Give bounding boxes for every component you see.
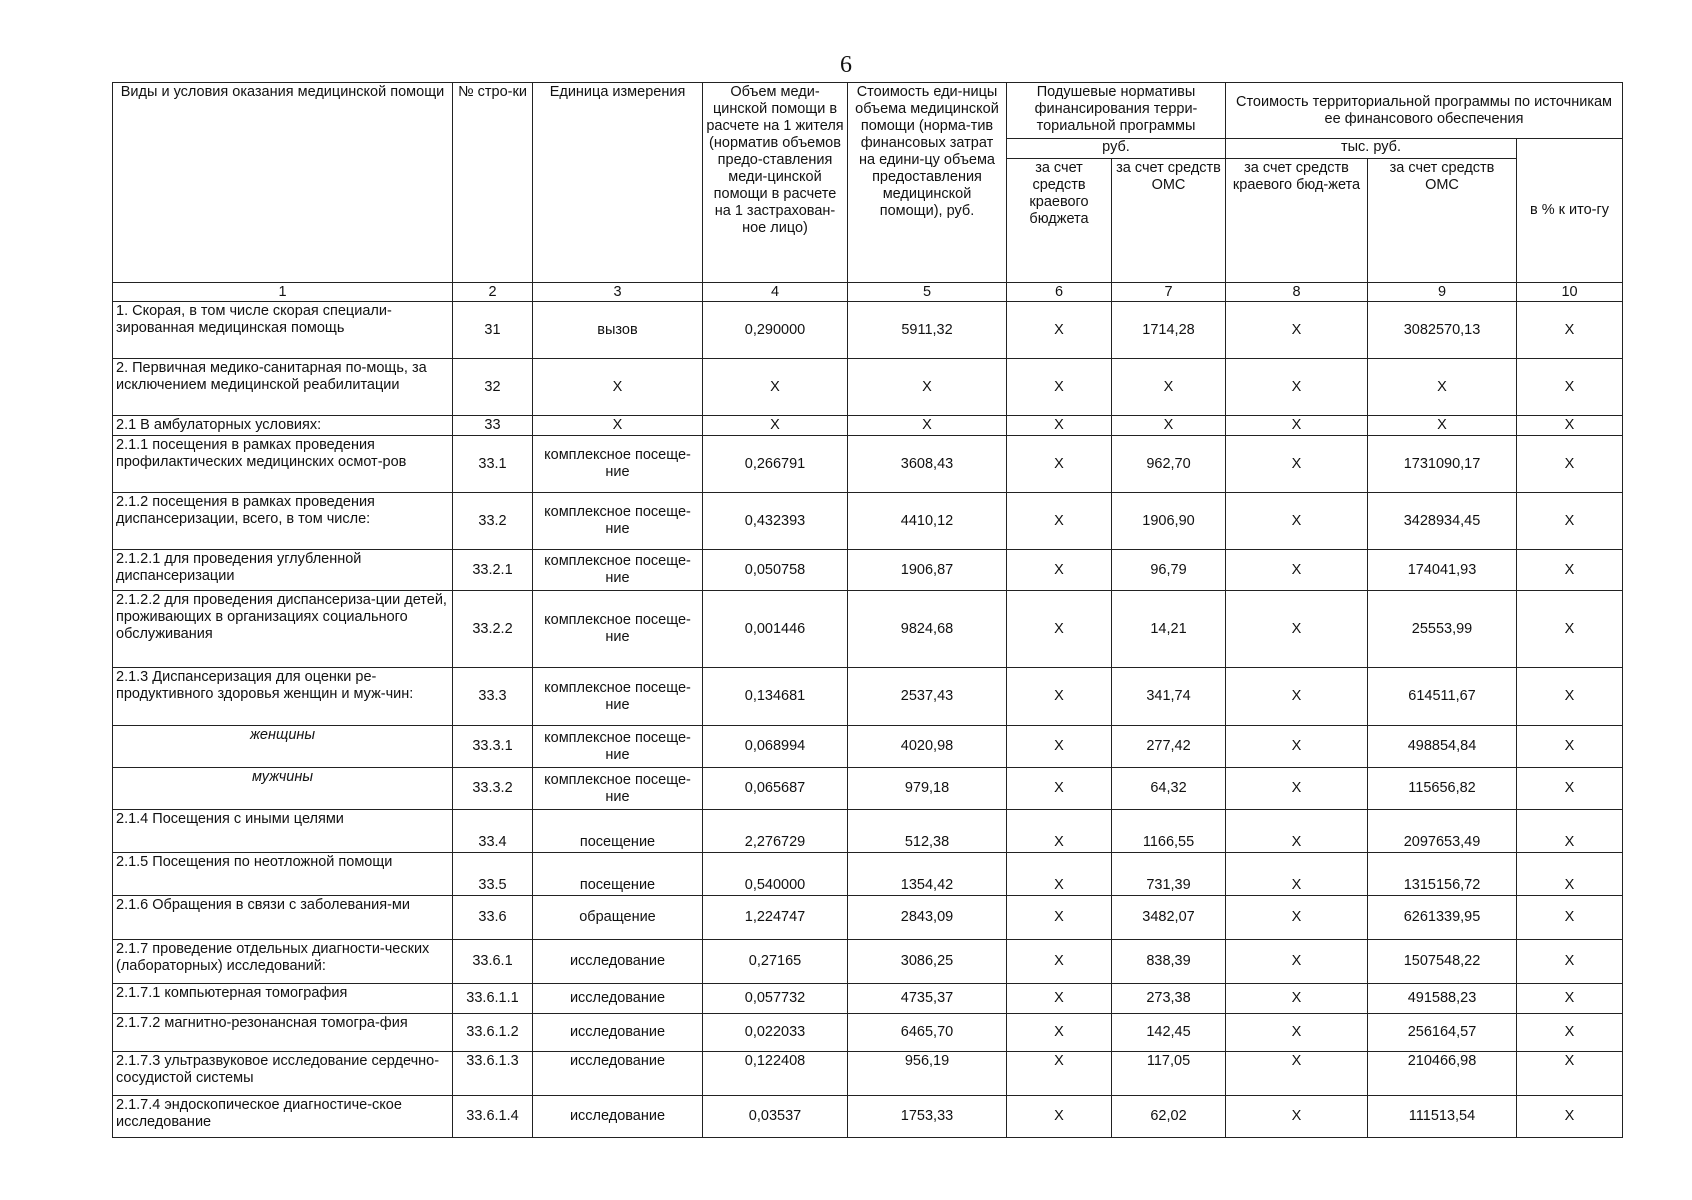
row-total-oms: 256164,57 xyxy=(1368,1014,1517,1052)
row-volume: 0,050758 xyxy=(703,550,848,591)
row-unit-cost: Х xyxy=(848,416,1007,436)
row-name: 2. Первичная медико-санитарная по-мощь, за исключением медицинской реабилитации xyxy=(113,359,453,416)
column-number: 9 xyxy=(1368,283,1517,302)
row-line-number: 33.3.1 xyxy=(453,726,533,768)
row-unit: посещение xyxy=(533,810,703,853)
row-unit: посещение xyxy=(533,853,703,896)
row-total-oms: 491588,23 xyxy=(1368,984,1517,1014)
row-total-oms: 1507548,22 xyxy=(1368,940,1517,984)
row-norm-oms: 962,70 xyxy=(1112,436,1226,493)
row-norm-budget: Х xyxy=(1007,416,1112,436)
row-total-oms: 25553,99 xyxy=(1368,591,1517,668)
row-name: 2.1.5 Посещения по неотложной помощи xyxy=(113,853,453,896)
row-norm-budget: Х xyxy=(1007,726,1112,768)
row-norm-budget: Х xyxy=(1007,896,1112,940)
row-name: 2.1.4 Посещения с иными целями xyxy=(113,810,453,853)
row-norm-oms: 731,39 xyxy=(1112,853,1226,896)
row-line-number: 33.6.1.3 xyxy=(453,1052,533,1096)
row-volume: 2,276729 xyxy=(703,810,848,853)
table-row xyxy=(113,853,1623,896)
header-unit-rub: руб. xyxy=(1007,139,1226,159)
row-norm-oms: 1166,55 xyxy=(1112,810,1226,853)
row-name: 2.1.6 Обращения в связи с заболевания-ми xyxy=(113,896,453,940)
row-unit: комплексное посеще-ние xyxy=(533,550,703,591)
row-total-oms: 174041,93 xyxy=(1368,550,1517,591)
row-norm-budget: Х xyxy=(1007,550,1112,591)
row-norm-budget: Х xyxy=(1007,1096,1112,1138)
row-unit-cost: 3086,25 xyxy=(848,940,1007,984)
row-unit-cost: 512,38 xyxy=(848,810,1007,853)
column-number: 2 xyxy=(453,283,533,302)
row-volume: 0,27165 xyxy=(703,940,848,984)
header-cost-oms: за счет средств ОМС xyxy=(1368,159,1517,283)
row-norm-budget: Х xyxy=(1007,591,1112,668)
row-total-oms: 614511,67 xyxy=(1368,668,1517,726)
row-norm-budget: Х xyxy=(1007,1052,1112,1096)
row-unit: комплексное посеще-ние xyxy=(533,768,703,810)
row-name: мужчины xyxy=(113,768,453,810)
row-total-budget: Х xyxy=(1226,1014,1368,1052)
row-unit-cost: 4735,37 xyxy=(848,984,1007,1014)
column-number-row xyxy=(113,283,1623,302)
row-unit: исследование xyxy=(533,1096,703,1138)
row-volume: 0,432393 xyxy=(703,493,848,550)
row-name: 2.1.7.3 ультразвуковое исследование сердечно-сосудистой системы xyxy=(113,1052,453,1096)
table-row xyxy=(113,726,1623,768)
table-row xyxy=(113,550,1623,591)
row-norm-budget: Х xyxy=(1007,940,1112,984)
row-percent: Х xyxy=(1517,1096,1623,1138)
row-volume: 1,224747 xyxy=(703,896,848,940)
row-line-number: 33.1 xyxy=(453,436,533,493)
row-norm-budget: Х xyxy=(1007,1014,1112,1052)
table-row xyxy=(113,359,1623,416)
row-total-oms: 1731090,17 xyxy=(1368,436,1517,493)
header-program-cost: Стоимость территориальной программы по источникам ее финансового обеспечения xyxy=(1226,83,1623,139)
row-unit-cost: 4020,98 xyxy=(848,726,1007,768)
row-unit-cost: 4410,12 xyxy=(848,493,1007,550)
row-percent: Х xyxy=(1517,1014,1623,1052)
row-norm-oms: 3482,07 xyxy=(1112,896,1226,940)
row-unit-cost: 956,19 xyxy=(848,1052,1007,1096)
header-unit-thous-rub: тыс. руб. xyxy=(1226,139,1517,159)
row-total-budget: Х xyxy=(1226,984,1368,1014)
row-name: 2.1.7.4 эндоскопическое диагностиче-ское исследование xyxy=(113,1096,453,1138)
row-total-oms: 111513,54 xyxy=(1368,1096,1517,1138)
row-total-budget: Х xyxy=(1226,416,1368,436)
row-unit: Х xyxy=(533,416,703,436)
row-percent: Х xyxy=(1517,436,1623,493)
row-volume: 0,001446 xyxy=(703,591,848,668)
row-line-number: 33.6.1.4 xyxy=(453,1096,533,1138)
row-norm-oms: 14,21 xyxy=(1112,591,1226,668)
row-unit-cost: 1354,42 xyxy=(848,853,1007,896)
row-volume: 0,266791 xyxy=(703,436,848,493)
row-name: 2.1.3 Диспансеризация для оценки ре-продуктивного здоровья женщин и муж-чин: xyxy=(113,668,453,726)
header-unit: Единица измерения xyxy=(533,83,703,283)
row-total-oms: 3428934,45 xyxy=(1368,493,1517,550)
row-total-oms: Х xyxy=(1368,416,1517,436)
row-line-number: 32 xyxy=(453,359,533,416)
header-volume: Объем меди-цинской помощи в расчете на 1 жителя (норматив объемов предо-ставления меди-цинской помощи в расчете на 1 застрахован-ное лицо) xyxy=(703,83,848,283)
row-volume: 0,122408 xyxy=(703,1052,848,1096)
row-percent: Х xyxy=(1517,853,1623,896)
row-norm-budget: Х xyxy=(1007,853,1112,896)
row-total-budget: Х xyxy=(1226,726,1368,768)
row-unit: исследование xyxy=(533,1052,703,1096)
row-line-number: 33.6.1.2 xyxy=(453,1014,533,1052)
table-row xyxy=(113,668,1623,726)
row-line-number: 33.6 xyxy=(453,896,533,940)
row-total-oms: Х xyxy=(1368,359,1517,416)
row-percent: Х xyxy=(1517,302,1623,359)
row-total-budget: Х xyxy=(1226,1052,1368,1096)
header-kind-conditions: Виды и условия оказания медицинской помощи xyxy=(113,83,453,283)
row-unit-cost: 1753,33 xyxy=(848,1096,1007,1138)
row-total-oms: 115656,82 xyxy=(1368,768,1517,810)
row-line-number: 33.2 xyxy=(453,493,533,550)
row-norm-oms: 117,05 xyxy=(1112,1052,1226,1096)
row-line-number: 33.2.2 xyxy=(453,591,533,668)
row-norm-oms: 341,74 xyxy=(1112,668,1226,726)
row-line-number: 33.3 xyxy=(453,668,533,726)
row-norm-oms: 838,39 xyxy=(1112,940,1226,984)
row-norm-budget: Х xyxy=(1007,668,1112,726)
column-number: 3 xyxy=(533,283,703,302)
column-number: 10 xyxy=(1517,283,1623,302)
row-norm-oms: 142,45 xyxy=(1112,1014,1226,1052)
row-norm-oms: 1714,28 xyxy=(1112,302,1226,359)
row-volume: 0,065687 xyxy=(703,768,848,810)
header-cost-regional-budget: за счет средств краевого бюд-жета xyxy=(1226,159,1368,283)
row-total-budget: Х xyxy=(1226,302,1368,359)
row-total-oms: 498854,84 xyxy=(1368,726,1517,768)
row-percent: Х xyxy=(1517,940,1623,984)
row-name: 2.1.7 проведение отдельных диагности-ческих (лабораторных) исследований: xyxy=(113,940,453,984)
table-row xyxy=(113,436,1623,493)
row-unit-cost: Х xyxy=(848,359,1007,416)
row-total-budget: Х xyxy=(1226,810,1368,853)
row-name: 2.1.2.2 для проведения диспансериза-ции детей, проживающих в организациях социального обслуживания xyxy=(113,591,453,668)
row-norm-budget: Х xyxy=(1007,768,1112,810)
row-norm-oms: Х xyxy=(1112,416,1226,436)
row-percent: Х xyxy=(1517,896,1623,940)
header-line-number: № стро-ки xyxy=(453,83,533,283)
row-norm-oms: 64,32 xyxy=(1112,768,1226,810)
row-percent: Х xyxy=(1517,416,1623,436)
row-line-number: 33.4 xyxy=(453,810,533,853)
row-unit: обращение xyxy=(533,896,703,940)
row-name: 1. Скорая, в том числе скорая специали-зированная медицинская помощь xyxy=(113,302,453,359)
row-total-budget: Х xyxy=(1226,940,1368,984)
header-unit-cost: Стоимость еди-ницы объема медицинской помощи (норма-тив финансовых затрат на едини-цу объема предоставления медицинской помощи), руб. xyxy=(848,83,1007,283)
table-row xyxy=(113,1052,1623,1096)
row-name: 2.1.1 посещения в рамках проведения профилактических медицинских осмот-ров xyxy=(113,436,453,493)
row-volume: 0,022033 xyxy=(703,1014,848,1052)
row-norm-oms: 273,38 xyxy=(1112,984,1226,1014)
row-line-number: 33.2.1 xyxy=(453,550,533,591)
table-row xyxy=(113,984,1623,1014)
row-unit-cost: 9824,68 xyxy=(848,591,1007,668)
row-total-oms: 3082570,13 xyxy=(1368,302,1517,359)
row-unit-cost: 3608,43 xyxy=(848,436,1007,493)
row-unit: вызов xyxy=(533,302,703,359)
row-volume: 0,057732 xyxy=(703,984,848,1014)
row-name: 2.1.2 посещения в рамках проведения диспансеризации, всего, в том числе: xyxy=(113,493,453,550)
column-number: 1 xyxy=(113,283,453,302)
table-row xyxy=(113,940,1623,984)
row-volume: 0,134681 xyxy=(703,668,848,726)
row-norm-oms: 62,02 xyxy=(1112,1096,1226,1138)
row-unit: Х xyxy=(533,359,703,416)
column-number: 7 xyxy=(1112,283,1226,302)
row-norm-budget: Х xyxy=(1007,436,1112,493)
row-norm-oms: 277,42 xyxy=(1112,726,1226,768)
row-total-budget: Х xyxy=(1226,493,1368,550)
row-unit-cost: 5911,32 xyxy=(848,302,1007,359)
row-unit: комплексное посеще-ние xyxy=(533,436,703,493)
row-volume: Х xyxy=(703,359,848,416)
row-norm-budget: Х xyxy=(1007,359,1112,416)
row-unit: исследование xyxy=(533,984,703,1014)
row-line-number: 33.6.1.1 xyxy=(453,984,533,1014)
row-total-budget: Х xyxy=(1226,359,1368,416)
row-name: 2.1.2.1 для проведения углубленной диспансеризации xyxy=(113,550,453,591)
row-volume: 0,03537 xyxy=(703,1096,848,1138)
row-unit-cost: 1906,87 xyxy=(848,550,1007,591)
row-norm-budget: Х xyxy=(1007,984,1112,1014)
table-row xyxy=(113,810,1623,853)
row-line-number: 33 xyxy=(453,416,533,436)
row-volume: 0,540000 xyxy=(703,853,848,896)
row-unit: исследование xyxy=(533,1014,703,1052)
row-total-budget: Х xyxy=(1226,896,1368,940)
header-norm-oms: за счет средств ОМС xyxy=(1112,159,1226,283)
row-norm-oms: 96,79 xyxy=(1112,550,1226,591)
program-cost-table xyxy=(112,82,1623,1138)
header-norm-regional-budget: за счет средств краевого бюджета xyxy=(1007,159,1112,283)
row-name: 2.1.7.2 магнитно-резонансная томогра-фия xyxy=(113,1014,453,1052)
row-unit: комплексное посеще-ние xyxy=(533,668,703,726)
row-total-oms: 6261339,95 xyxy=(1368,896,1517,940)
table-row xyxy=(113,416,1623,436)
row-unit: комплексное посеще-ние xyxy=(533,493,703,550)
row-total-budget: Х xyxy=(1226,591,1368,668)
header-percent-total: в % к ито-гу xyxy=(1517,139,1623,283)
row-percent: Х xyxy=(1517,359,1623,416)
row-percent: Х xyxy=(1517,591,1623,668)
row-percent: Х xyxy=(1517,726,1623,768)
row-unit: комплексное посеще-ние xyxy=(533,591,703,668)
row-name: 2.1.7.1 компьютерная томография xyxy=(113,984,453,1014)
row-unit: комплексное посеще-ние xyxy=(533,726,703,768)
table-row xyxy=(113,896,1623,940)
row-percent: Х xyxy=(1517,984,1623,1014)
row-name: 2.1 В амбулаторных условиях: xyxy=(113,416,453,436)
row-percent: Х xyxy=(1517,768,1623,810)
row-percent: Х xyxy=(1517,668,1623,726)
table-row xyxy=(113,768,1623,810)
row-percent: Х xyxy=(1517,1052,1623,1096)
row-total-budget: Х xyxy=(1226,1096,1368,1138)
row-total-oms: 1315156,72 xyxy=(1368,853,1517,896)
table-row xyxy=(113,302,1623,359)
row-norm-budget: Х xyxy=(1007,810,1112,853)
row-total-budget: Х xyxy=(1226,550,1368,591)
table-row xyxy=(113,493,1623,550)
column-number: 5 xyxy=(848,283,1007,302)
column-number: 4 xyxy=(703,283,848,302)
row-unit-cost: 979,18 xyxy=(848,768,1007,810)
row-norm-budget: Х xyxy=(1007,302,1112,359)
row-line-number: 31 xyxy=(453,302,533,359)
row-unit-cost: 2843,09 xyxy=(848,896,1007,940)
column-number: 8 xyxy=(1226,283,1368,302)
header-per-capita-norms: Подушевые нормативы финансирования терри-ториальной программы xyxy=(1007,83,1226,139)
row-volume: 0,290000 xyxy=(703,302,848,359)
row-total-oms: 210466,98 xyxy=(1368,1052,1517,1096)
row-total-budget: Х xyxy=(1226,853,1368,896)
row-total-budget: Х xyxy=(1226,436,1368,493)
row-line-number: 33.3.2 xyxy=(453,768,533,810)
table-row xyxy=(113,1096,1623,1138)
table-row xyxy=(113,1014,1623,1052)
row-unit-cost: 2537,43 xyxy=(848,668,1007,726)
row-total-oms: 2097653,49 xyxy=(1368,810,1517,853)
row-unit: исследование xyxy=(533,940,703,984)
row-norm-oms: 1906,90 xyxy=(1112,493,1226,550)
row-line-number: 33.6.1 xyxy=(453,940,533,984)
table-row xyxy=(113,591,1623,668)
row-norm-budget: Х xyxy=(1007,493,1112,550)
row-norm-oms: Х xyxy=(1112,359,1226,416)
row-percent: Х xyxy=(1517,493,1623,550)
row-total-budget: Х xyxy=(1226,668,1368,726)
row-name: женщины xyxy=(113,726,453,768)
row-total-budget: Х xyxy=(1226,768,1368,810)
row-volume: Х xyxy=(703,416,848,436)
row-unit-cost: 6465,70 xyxy=(848,1014,1007,1052)
column-number: 6 xyxy=(1007,283,1112,302)
row-percent: Х xyxy=(1517,550,1623,591)
row-percent: Х xyxy=(1517,810,1623,853)
page-number: 6 xyxy=(840,52,852,78)
row-volume: 0,068994 xyxy=(703,726,848,768)
row-line-number: 33.5 xyxy=(453,853,533,896)
